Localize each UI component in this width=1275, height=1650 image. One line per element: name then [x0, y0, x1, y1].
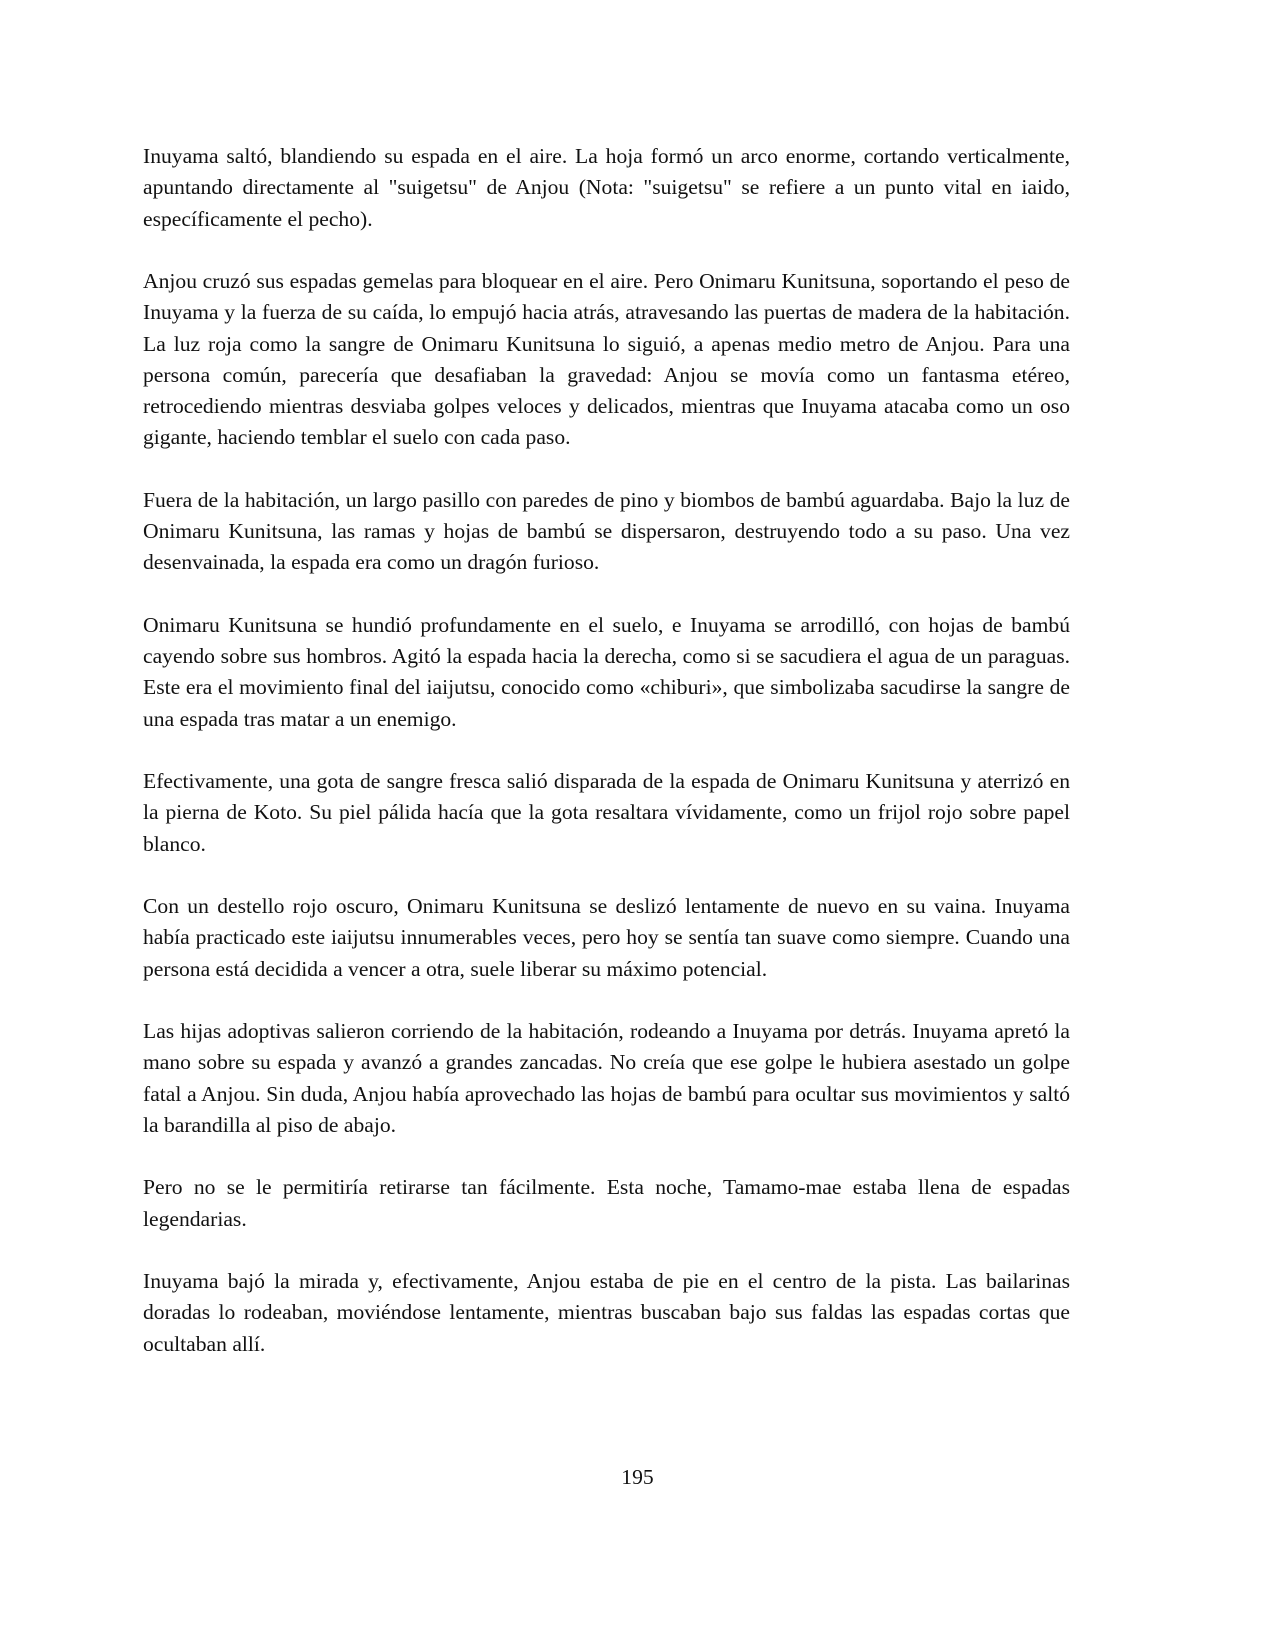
page-number: 195 [621, 1465, 654, 1489]
paragraph: Con un destello rojo oscuro, Onimaru Kunitsuna se deslizó lentamente de nuevo en su vaina. Inuyama había practicado este iaijutsu innumerables veces, pero hoy se sentía tan suave como siempre. Cuando una persona está decidida a vencer a otra, suele liberar su máximo potencial. [143, 894, 1070, 981]
paragraph: Onimaru Kunitsuna se hundió profundamente en el suelo, e Inuyama se arrodilló, con hojas de bambú cayendo sobre sus hombros. Agitó la espada hacia la derecha, como si se sacudiera el agua de un paraguas. Este era el movimiento final del iaijutsu, conocido como «chiburi», que simbolizaba sacudirse la sangre de una espada tras matar a un enemigo. [143, 612, 1070, 731]
paragraph: Inuyama bajó la mirada y, efectivamente, Anjou estaba de pie en el centro de la pista. Las bailarinas doradas lo rodeaban, moviéndose lentamente, mientras buscaban bajo sus faldas las espadas cortas que ocultaban allí. [143, 1269, 1070, 1356]
paragraph: Efectivamente, una gota de sangre fresca salió disparada de la espada de Onimaru Kunitsuna y aterrizó en la pierna de Koto. Su piel pálida hacía que la gota resaltara vívidamente, como un frijol rojo sobre papel blanco. [143, 769, 1070, 856]
paragraph: Las hijas adoptivas salieron corriendo de la habitación, rodeando a Inuyama por detrás. Inuyama apretó la mano sobre su espada y avanzó a grandes zancadas. No creía que ese golpe le hubiera asestado un golpe fatal a Anjou. Sin duda, Anjou había aprovechado las hojas de bambú para ocultar sus movimientos y saltó la barandilla al piso de abajo. [143, 1019, 1070, 1137]
paragraph: Pero no se le permitiría retirarse tan fácilmente. Esta noche, Tamamo-mae estaba llena de espadas legendarias. [143, 1175, 1070, 1231]
paragraph: Anjou cruzó sus espadas gemelas para bloquear en el aire. Pero Onimaru Kunitsuna, soportando el peso de Inuyama y la fuerza de su caída, lo empujó hacia atrás, atravesando las puertas de madera de la habitación. La luz roja como la sangre de Onimaru Kunitsuna lo siguió, a apenas medio metro de Anjou. Para una persona común, parecería que desafiaban la gravedad: Anjou se movía como un fantasma etéreo, retrocediendo mientras desviaba golpes veloces y delicados, mientras que Inuyama atacaba como un oso gigante, haciendo temblar el suelo con cada paso. [143, 269, 1070, 450]
page-body [143, 141, 1070, 1391]
paragraph: Fuera de la habitación, un largo pasillo con paredes de pino y biombos de bambú aguardaba. Bajo la luz de Onimaru Kunitsuna, las ramas y hojas de bambú se dispersaron, destruyendo todo a su paso. Una vez desenvainada, la espada era como un dragón furioso. [143, 487, 1070, 575]
paragraph: Inuyama saltó, blandiendo su espada en el aire. La hoja formó un arco enorme, cortando verticalmente, apuntando directamente al "suigetsu" de Anjou (Nota: "suigetsu" se refiere a un punto vital en iaido, específicamente el pecho). [143, 144, 1070, 231]
